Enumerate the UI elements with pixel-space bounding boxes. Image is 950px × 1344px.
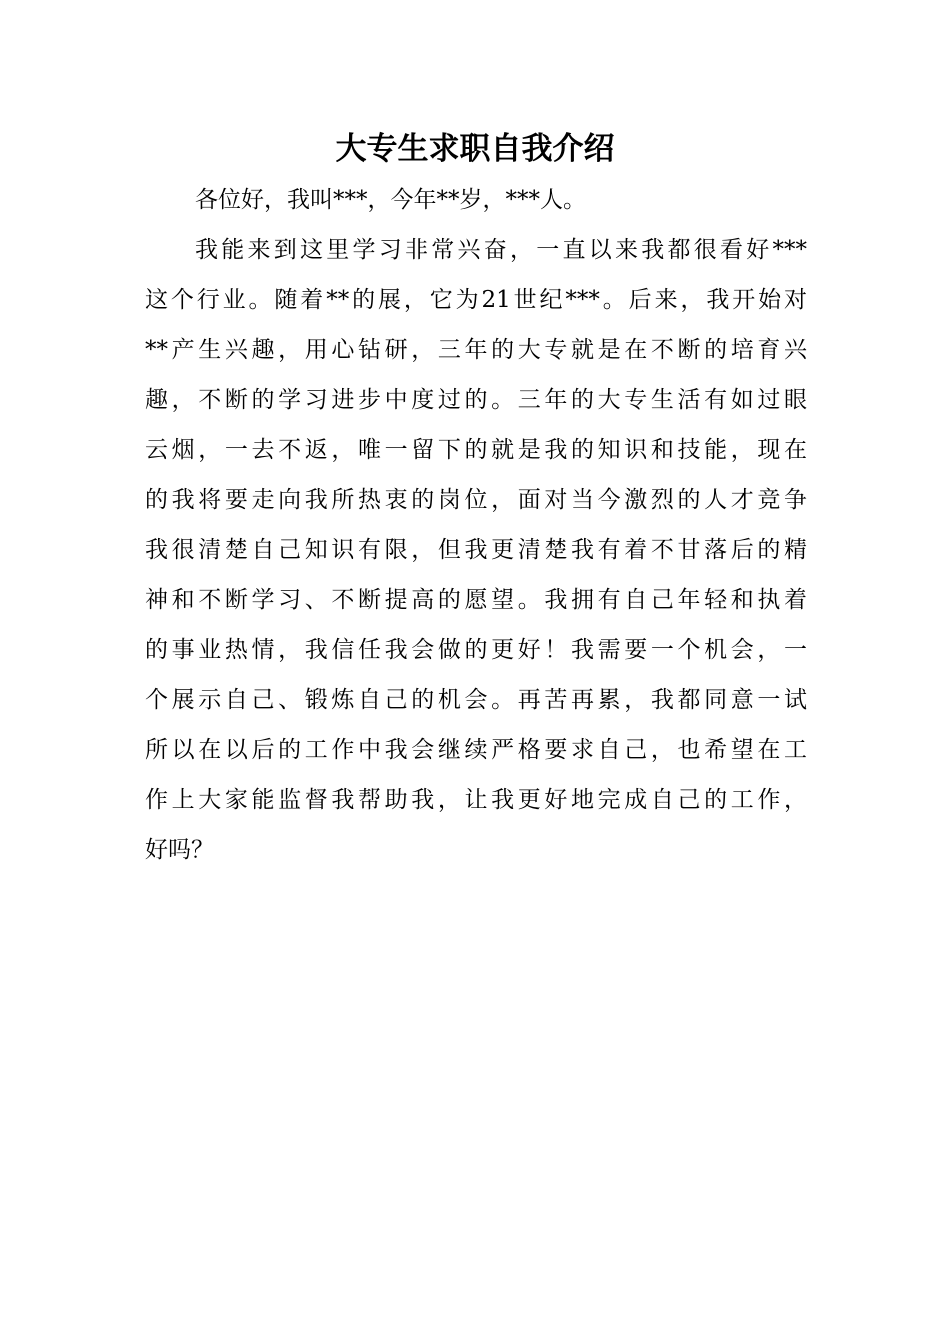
text-line: **产生兴趣，用心钻研，三年的大专就是在不断的培育兴 (145, 337, 807, 363)
document-title: 大专生求职自我介绍 (335, 131, 615, 167)
text-line: 神和不断学习、不断提高的愿望。我拥有自己年轻和执着 (145, 587, 807, 613)
text-line: 各位好，我叫***，今年**岁，***人。 (195, 187, 586, 213)
paragraph-greeting (145, 175, 807, 225)
text-line: 的我将要走向我所热衷的岗位，面对当今激烈的人才竞争 (145, 487, 807, 513)
text-line: 个展示自己、锻炼自己的机会。再苦再累，我都同意一试 (145, 687, 807, 713)
text-line: 我能来到这里学习非常兴奋，一直以来我都很看好*** (195, 237, 807, 263)
text-line: 趣，不断的学习进步中度过的。三年的大专生活有如过眼 (145, 387, 807, 413)
text-line: 的事业热情，我信任我会做的更好！我需要一个机会，一 (145, 637, 807, 663)
text-line: 所以在以后的工作中我会继续严格要求自己，也希望在工 (145, 737, 807, 763)
text-line: 我很清楚自己知识有限，但我更清楚我有着不甘落后的精 (145, 537, 807, 563)
text-line: 云烟，一去不返，唯一留下的就是我的知识和技能，现在 (145, 437, 807, 463)
paragraph-introduction (145, 225, 807, 875)
text-line: 好吗？ (145, 837, 214, 863)
document-body (145, 175, 807, 875)
text-line: 作上大家能监督我帮助我，让我更好地完成自己的工作， (145, 787, 807, 813)
text-line: 这个行业。随着**的展，它为21世纪***。后来，我开始对 (145, 287, 807, 313)
